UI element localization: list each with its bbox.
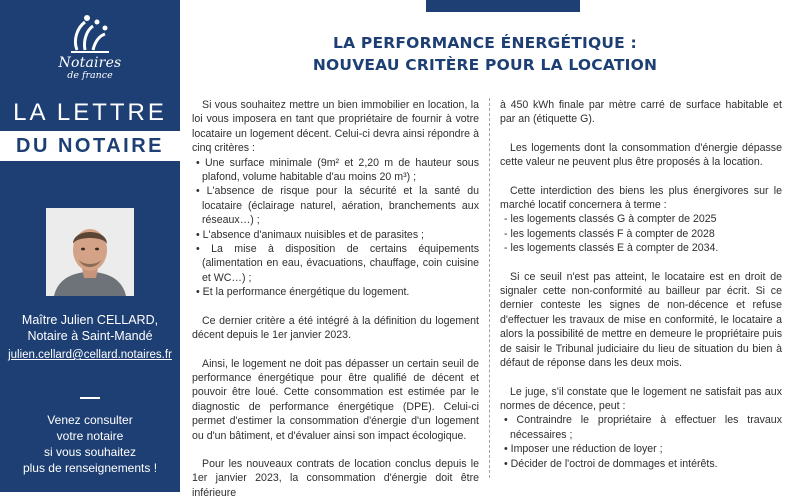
article-column-left <box>192 98 479 500</box>
paragraph-new-contracts-continued: à 450 kWh finale par mètre carré de surface habitable et par an (étiquette G). <box>500 99 782 126</box>
cta-line: votre notaire <box>56 429 124 443</box>
article-title-line1: LA PERFORMANCE ÉNERGÉTIQUE : <box>333 34 637 52</box>
remedy-item: • Décider de l'octroi de dommages et intérêts. <box>504 457 718 470</box>
notaires-emblem-icon <box>63 12 117 54</box>
article-title <box>190 32 780 76</box>
author-photo <box>46 208 134 296</box>
article-column-right <box>500 98 782 471</box>
cta-line: Venez consulter <box>47 413 133 427</box>
author-email-link[interactable]: julien.cellard@cellard.notaires.fr <box>8 349 172 361</box>
article-title-line2: NOUVEAU CRITÈRE POUR LA LOCATION <box>312 56 658 74</box>
remedy-item: • Imposer une réduction de loyer ; <box>504 443 663 456</box>
criteria-item: • Une surface minimale (9m² et 2,20 m de hauteur sous plafond, volume habitable d'au moins 20 m³) ; <box>196 156 479 184</box>
criteria-item: • L'absence de risque pour la sécurité et la santé du locataire (éclairage naturel, aération, branchements aux réseaux…) ; <box>196 185 479 227</box>
author-name-line2: Notaire à Saint-Mandé <box>27 329 153 343</box>
contact-call-to-action <box>0 412 180 476</box>
logo-name: Notaires <box>58 55 122 71</box>
paragraph-tenant-rights: Si ce seuil n'est pas atteint, le locataire est en droit de signaler cette non-conformité au bailleur par écrit. Si ce dernier conteste les signes de non-décence et refuse d'effectuer les travaux de mise en conformité, le locataire a alors la possibilité de mettre en demeure le propriétaire puis de saisir le Tribunal judiciaire du lieu de situation du bien à défaut de réponse dans les deux mois. <box>500 270 782 370</box>
column-separator <box>489 98 490 478</box>
paragraph-excluded: Les logements dont la consommation d'énergie dépasse cette valeur ne peuvent plus être proposés à la location. <box>500 141 782 169</box>
paragraph-intro: Si vous souhaitez mettre un bien immobilier en location, la loi vous imposera en tant que propriétaire de fournir à votre locataire un logement décent. Celui-ci devra ainsi répondre à cinq critères : <box>192 99 479 155</box>
cta-line: plus de renseignements ! <box>22 461 158 475</box>
author-name <box>0 312 180 344</box>
schedule-item: - les logements classés E à compter de 2034. <box>504 242 719 255</box>
criteria-item: • L'absence d'animaux nuisibles et de parasites ; <box>196 228 425 241</box>
paragraph-ban-schedule: Cette interdiction des biens les plus énergivores sur le marché locatif concernera à terme : <box>500 184 782 212</box>
criteria-item: • Et la performance énergétique du logement. <box>196 286 410 299</box>
remedy-item: • Contraindre le propriétaire à effectuer les travaux nécessaires ; <box>504 414 782 441</box>
paragraph-definition: Ce dernier critère a été intégré à la définition du logement décent depuis le 1er janvier 2023. <box>192 314 479 342</box>
criteria-item: • La mise à disposition de certains équipements (alimentation en eau, évacuations, chauffage, coin cuisine et WC…) ; <box>196 243 479 284</box>
newsletter-title-line2: DU NOTAIRE <box>0 131 180 161</box>
newsletter-title-line1: LA LETTRE <box>13 99 167 126</box>
paragraph-judge: Le juge, s'il constate que le logement ne satisfait pas aux normes de décence, peut : <box>500 385 782 412</box>
author-portrait-icon <box>46 208 134 296</box>
author-name-line1: Maître Julien CELLARD, <box>21 313 159 327</box>
cta-line: si vous souhaitez <box>43 445 137 459</box>
paragraph-threshold: Ainsi, le logement ne doit pas dépasser un certain seuil de performance énergétique pour être qualifié de décent et pouvoir être loué. Cette consommation est estimée par le diagnostic de performance énergétique (DPE). Celui-ci permet d'estimer la consommation d'énergie d'un logement ou d'un bâtiment, et d'évaluer ainsi son impact écologique. <box>192 357 479 442</box>
notaires-logo <box>0 12 180 81</box>
paragraph-new-contracts: Pour les nouveaux contrats de location conclus depuis le 1er janvier 2023, la consommation d'énergie doit être inférieure <box>192 457 479 499</box>
schedule-item: - les logements classés G à compter de 2025 <box>504 213 717 226</box>
logo-subtitle: de france <box>67 70 113 81</box>
sidebar <box>0 0 180 492</box>
top-accent-bar <box>426 0 580 12</box>
schedule-item: - les logements classés F à compter de 2028 <box>504 227 715 240</box>
sidebar-divider <box>80 397 100 399</box>
